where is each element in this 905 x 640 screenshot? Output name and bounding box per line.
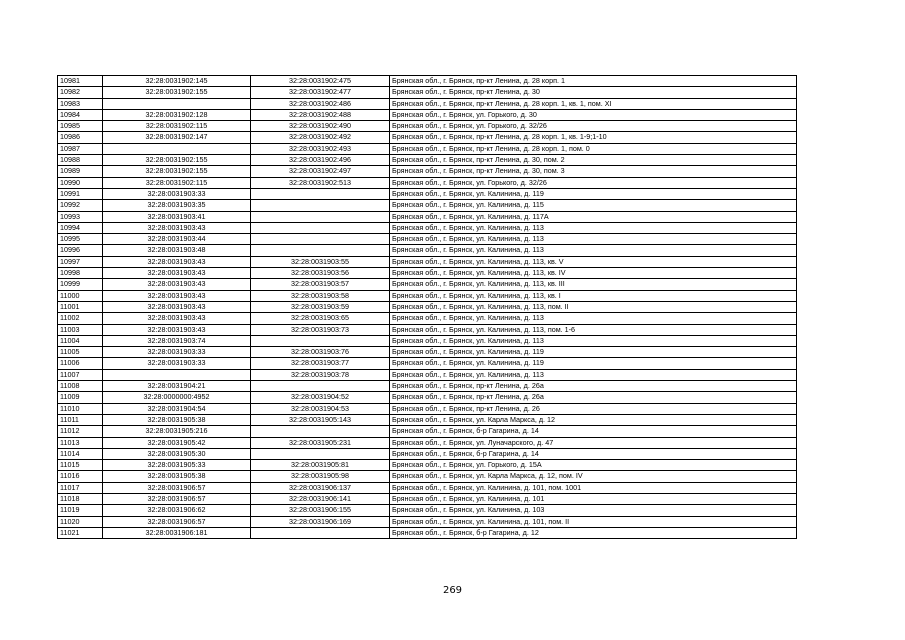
table-row	[58, 403, 797, 414]
land-cadastral-cell: 32:28:0031903:43	[103, 324, 251, 335]
table-row	[58, 471, 797, 482]
land-cadastral-cell: 32:28:0031903:74	[103, 335, 251, 346]
row-number-cell: 10999	[58, 279, 103, 290]
address-cell: Брянская обл., г. Брянск, ул. Калинина, д. 113, пом. 1-6	[390, 324, 797, 335]
address-cell: Брянская обл., г. Брянск, ул. Калинина, д. 113	[390, 234, 797, 245]
address-cell: Брянская обл., г. Брянск, ул. Калинина, д. 113, пом. II	[390, 301, 797, 312]
land-cadastral-cell	[103, 98, 251, 109]
row-number-cell: 10997	[58, 256, 103, 267]
address-cell: Брянская обл., г. Брянск, ул. Калинина, д. 113	[390, 222, 797, 233]
object-cadastral-cell: 32:28:0031905:143	[251, 414, 390, 425]
address-cell: Брянская обл., г. Брянск, ул. Горького, д. 30	[390, 109, 797, 120]
object-cadastral-cell: 32:28:0031906:169	[251, 516, 390, 527]
object-cadastral-cell: 32:28:0031904:52	[251, 392, 390, 403]
row-number-cell: 10995	[58, 234, 103, 245]
object-cadastral-cell: 32:28:0031902:493	[251, 143, 390, 154]
land-cadastral-cell: 32:28:0031905:216	[103, 426, 251, 437]
address-cell: Брянская обл., г. Брянск, ул. Калинина, д. 117А	[390, 211, 797, 222]
row-number-cell: 10994	[58, 222, 103, 233]
row-number-cell: 10988	[58, 155, 103, 166]
row-number-cell: 11003	[58, 324, 103, 335]
table-row	[58, 155, 797, 166]
table-row	[58, 245, 797, 256]
row-number-cell: 11013	[58, 437, 103, 448]
object-cadastral-cell: 32:28:0031902:496	[251, 155, 390, 166]
table-row	[58, 188, 797, 199]
object-cadastral-cell: 32:28:0031903:55	[251, 256, 390, 267]
row-number-cell: 10991	[58, 188, 103, 199]
land-cadastral-cell: 32:28:0031903:41	[103, 211, 251, 222]
table-row	[58, 414, 797, 425]
table-row	[58, 369, 797, 380]
object-cadastral-cell: 32:28:0031903:65	[251, 313, 390, 324]
table-row	[58, 256, 797, 267]
address-cell: Брянская обл., г. Брянск, ул. Горького, д. 15А	[390, 460, 797, 471]
land-cadastral-cell: 32:28:0031903:43	[103, 222, 251, 233]
table-row	[58, 313, 797, 324]
object-cadastral-cell	[251, 222, 390, 233]
table-row	[58, 121, 797, 132]
row-number-cell: 10981	[58, 76, 103, 87]
page-number: 269	[442, 585, 463, 596]
object-cadastral-cell: 32:28:0031902:475	[251, 76, 390, 87]
object-cadastral-cell: 32:28:0031904:53	[251, 403, 390, 414]
row-number-cell: 11010	[58, 403, 103, 414]
land-cadastral-cell: 32:28:0031905:38	[103, 471, 251, 482]
object-cadastral-cell: 32:28:0031902:492	[251, 132, 390, 143]
address-cell: Брянская обл., г. Брянск, ул. Калинина, д. 101, пом. II	[390, 516, 797, 527]
object-cadastral-cell: 32:28:0031906:155	[251, 505, 390, 516]
table-row	[58, 177, 797, 188]
table-row	[58, 335, 797, 346]
row-number-cell: 11018	[58, 493, 103, 504]
land-cadastral-cell	[103, 143, 251, 154]
address-cell: Брянская обл., г. Брянск, ул. Карла Маркса, д. 12	[390, 414, 797, 425]
row-number-cell: 11000	[58, 290, 103, 301]
land-cadastral-cell: 32:28:0031906:62	[103, 505, 251, 516]
object-cadastral-cell: 32:28:0031903:76	[251, 347, 390, 358]
address-cell: Брянская обл., г. Брянск, б-р Гагарина, д. 12	[390, 527, 797, 538]
object-cadastral-cell	[251, 245, 390, 256]
address-cell: Брянская обл., г. Брянск, б-р Гагарина, д. 14	[390, 448, 797, 459]
address-cell: Брянская обл., г. Брянск, ул. Карла Маркса, д. 12, пом. IV	[390, 471, 797, 482]
address-cell: Брянская обл., г. Брянск, пр-кт Ленина, д. 30	[390, 87, 797, 98]
land-cadastral-cell: 32:28:0031902:128	[103, 109, 251, 120]
row-number-cell: 11006	[58, 358, 103, 369]
table-row	[58, 482, 797, 493]
land-cadastral-cell: 32:28:0031905:38	[103, 414, 251, 425]
address-cell: Брянская обл., г. Брянск, ул. Калинина, д. 113	[390, 245, 797, 256]
object-cadastral-cell	[251, 188, 390, 199]
land-cadastral-cell: 32:28:0031902:147	[103, 132, 251, 143]
land-cadastral-cell: 32:28:0031904:21	[103, 381, 251, 392]
address-cell: Брянская обл., г. Брянск, ул. Калинина, д. 119	[390, 347, 797, 358]
table-row	[58, 279, 797, 290]
table-row	[58, 290, 797, 301]
address-cell: Брянская обл., г. Брянск, пр-кт Ленина, д. 30, пом. 2	[390, 155, 797, 166]
table-row	[58, 98, 797, 109]
table-row	[58, 234, 797, 245]
object-cadastral-cell	[251, 426, 390, 437]
table-row	[58, 132, 797, 143]
land-cadastral-cell: 32:28:0031902:145	[103, 76, 251, 87]
address-cell: Брянская обл., г. Брянск, ул. Калинина, д. 113	[390, 369, 797, 380]
row-number-cell: 11008	[58, 381, 103, 392]
object-cadastral-cell: 32:28:0031902:477	[251, 87, 390, 98]
land-cadastral-cell: 32:28:0031903:43	[103, 301, 251, 312]
row-number-cell: 11020	[58, 516, 103, 527]
row-number-cell: 10985	[58, 121, 103, 132]
land-cadastral-cell: 32:28:0031903:44	[103, 234, 251, 245]
land-cadastral-cell: 32:28:0031903:43	[103, 290, 251, 301]
table-row	[58, 381, 797, 392]
address-cell: Брянская обл., г. Брянск, ул. Калинина, д. 113, кв. III	[390, 279, 797, 290]
address-cell: Брянская обл., г. Брянск, ул. Калинина, д. 101	[390, 493, 797, 504]
object-cadastral-cell: 32:28:0031903:57	[251, 279, 390, 290]
address-cell: Брянская обл., г. Брянск, пр-кт Ленина, д. 26а	[390, 392, 797, 403]
land-cadastral-cell: 32:28:0031903:43	[103, 279, 251, 290]
object-cadastral-cell	[251, 527, 390, 538]
table-row	[58, 516, 797, 527]
table-row	[58, 347, 797, 358]
row-number-cell: 11001	[58, 301, 103, 312]
land-cadastral-cell: 32:28:0031905:42	[103, 437, 251, 448]
object-cadastral-cell: 32:28:0031902:513	[251, 177, 390, 188]
row-number-cell: 11002	[58, 313, 103, 324]
table-row	[58, 166, 797, 177]
row-number-cell: 10982	[58, 87, 103, 98]
land-cadastral-cell: 32:28:0031902:115	[103, 121, 251, 132]
cadastral-table	[57, 75, 797, 539]
address-cell: Брянская обл., г. Брянск, пр-кт Ленина, д. 28 корп. 1, пом. 0	[390, 143, 797, 154]
land-cadastral-cell: 32:28:0031903:43	[103, 268, 251, 279]
row-number-cell: 10996	[58, 245, 103, 256]
object-cadastral-cell: 32:28:0031903:58	[251, 290, 390, 301]
address-cell: Брянская обл., г. Брянск, ул. Луначарского, д. 47	[390, 437, 797, 448]
object-cadastral-cell	[251, 335, 390, 346]
table-row	[58, 527, 797, 538]
object-cadastral-cell: 32:28:0031905:98	[251, 471, 390, 482]
address-cell: Брянская обл., г. Брянск, ул. Калинина, д. 113, кв. I	[390, 290, 797, 301]
address-cell: Брянская обл., г. Брянск, ул. Калинина, д. 113, кв. IV	[390, 268, 797, 279]
object-cadastral-cell: 32:28:0031903:56	[251, 268, 390, 279]
row-number-cell: 11005	[58, 347, 103, 358]
object-cadastral-cell: 32:28:0031902:490	[251, 121, 390, 132]
address-cell: Брянская обл., г. Брянск, пр-кт Ленина, д. 28 корп. 1	[390, 76, 797, 87]
land-cadastral-cell: 32:28:0031903:33	[103, 358, 251, 369]
address-cell: Брянская обл., г. Брянск, пр-кт Ленина, д. 26а	[390, 381, 797, 392]
land-cadastral-cell: 32:28:0000000:4952	[103, 392, 251, 403]
object-cadastral-cell	[251, 381, 390, 392]
table-row	[58, 493, 797, 504]
land-cadastral-cell: 32:28:0031906:181	[103, 527, 251, 538]
row-number-cell: 11016	[58, 471, 103, 482]
land-cadastral-cell: 32:28:0031903:48	[103, 245, 251, 256]
table-row	[58, 426, 797, 437]
row-number-cell: 10984	[58, 109, 103, 120]
land-cadastral-cell: 32:28:0031905:33	[103, 460, 251, 471]
object-cadastral-cell: 32:28:0031903:59	[251, 301, 390, 312]
table-row	[58, 392, 797, 403]
land-cadastral-cell	[103, 369, 251, 380]
row-number-cell: 11009	[58, 392, 103, 403]
table-row	[58, 448, 797, 459]
land-cadastral-cell: 32:28:0031903:43	[103, 313, 251, 324]
object-cadastral-cell: 32:28:0031902:486	[251, 98, 390, 109]
table-row	[58, 200, 797, 211]
address-cell: Брянская обл., г. Брянск, ул. Калинина, д. 113	[390, 313, 797, 324]
land-cadastral-cell: 32:28:0031906:57	[103, 516, 251, 527]
address-cell: Брянская обл., г. Брянск, ул. Калинина, д. 113, кв. V	[390, 256, 797, 267]
row-number-cell: 11017	[58, 482, 103, 493]
land-cadastral-cell: 32:28:0031904:54	[103, 403, 251, 414]
table-row	[58, 211, 797, 222]
row-number-cell: 10989	[58, 166, 103, 177]
address-cell: Брянская обл., г. Брянск, пр-кт Ленина, д. 28 корп. 1, кв. 1, пом. XI	[390, 98, 797, 109]
row-number-cell: 10992	[58, 200, 103, 211]
land-cadastral-cell: 32:28:0031902:155	[103, 87, 251, 98]
address-cell: Брянская обл., г. Брянск, ул. Горького, д. 32/26	[390, 177, 797, 188]
land-cadastral-cell: 32:28:0031903:35	[103, 200, 251, 211]
object-cadastral-cell: 32:28:0031902:497	[251, 166, 390, 177]
land-cadastral-cell: 32:28:0031902:155	[103, 166, 251, 177]
address-cell: Брянская обл., г. Брянск, ул. Калинина, д. 119	[390, 188, 797, 199]
object-cadastral-cell: 32:28:0031903:78	[251, 369, 390, 380]
address-cell: Брянская обл., г. Брянск, ул. Калинина, д. 115	[390, 200, 797, 211]
table-row	[58, 505, 797, 516]
address-cell: Брянская обл., г. Брянск, пр-кт Ленина, д. 26	[390, 403, 797, 414]
address-cell: Брянская обл., г. Брянск, ул. Калинина, д. 119	[390, 358, 797, 369]
object-cadastral-cell	[251, 200, 390, 211]
table-row	[58, 301, 797, 312]
land-cadastral-cell: 32:28:0031903:33	[103, 188, 251, 199]
address-cell: Брянская обл., г. Брянск, ул. Калинина, д. 103	[390, 505, 797, 516]
table-row	[58, 460, 797, 471]
object-cadastral-cell: 32:28:0031905:231	[251, 437, 390, 448]
row-number-cell: 10993	[58, 211, 103, 222]
table-row	[58, 222, 797, 233]
address-cell: Брянская обл., г. Брянск, ул. Калинина, д. 113	[390, 335, 797, 346]
object-cadastral-cell	[251, 211, 390, 222]
row-number-cell: 10990	[58, 177, 103, 188]
row-number-cell: 10983	[58, 98, 103, 109]
table-row	[58, 437, 797, 448]
object-cadastral-cell: 32:28:0031906:137	[251, 482, 390, 493]
object-cadastral-cell	[251, 234, 390, 245]
object-cadastral-cell: 32:28:0031902:488	[251, 109, 390, 120]
land-cadastral-cell: 32:28:0031906:57	[103, 493, 251, 504]
land-cadastral-cell: 32:28:0031903:33	[103, 347, 251, 358]
row-number-cell: 11007	[58, 369, 103, 380]
row-number-cell: 11004	[58, 335, 103, 346]
land-cadastral-cell: 32:28:0031905:30	[103, 448, 251, 459]
land-cadastral-cell: 32:28:0031902:115	[103, 177, 251, 188]
table-row	[58, 324, 797, 335]
row-number-cell: 10998	[58, 268, 103, 279]
row-number-cell: 11012	[58, 426, 103, 437]
address-cell: Брянская обл., г. Брянск, б-р Гагарина, д. 14	[390, 426, 797, 437]
object-cadastral-cell: 32:28:0031903:77	[251, 358, 390, 369]
table-row	[58, 143, 797, 154]
table-row	[58, 109, 797, 120]
object-cadastral-cell: 32:28:0031903:73	[251, 324, 390, 335]
row-number-cell: 11015	[58, 460, 103, 471]
land-cadastral-cell: 32:28:0031903:43	[103, 256, 251, 267]
row-number-cell: 11021	[58, 527, 103, 538]
land-cadastral-cell: 32:28:0031906:57	[103, 482, 251, 493]
table-row	[58, 87, 797, 98]
row-number-cell: 10986	[58, 132, 103, 143]
table-row	[58, 358, 797, 369]
address-cell: Брянская обл., г. Брянск, ул. Калинина, д. 101, пом. 1001	[390, 482, 797, 493]
object-cadastral-cell: 32:28:0031906:141	[251, 493, 390, 504]
address-cell: Брянская обл., г. Брянск, пр-кт Ленина, д. 30, пом. 3	[390, 166, 797, 177]
row-number-cell: 11011	[58, 414, 103, 425]
table-row	[58, 268, 797, 279]
row-number-cell: 11019	[58, 505, 103, 516]
table-row	[58, 76, 797, 87]
object-cadastral-cell	[251, 448, 390, 459]
address-cell: Брянская обл., г. Брянск, пр-кт Ленина, д. 28 корп. 1, кв. 1-9;1-10	[390, 132, 797, 143]
object-cadastral-cell: 32:28:0031905:81	[251, 460, 390, 471]
land-cadastral-cell: 32:28:0031902:155	[103, 155, 251, 166]
cadastral-table-body	[58, 76, 797, 539]
row-number-cell: 11014	[58, 448, 103, 459]
row-number-cell: 10987	[58, 143, 103, 154]
address-cell: Брянская обл., г. Брянск, ул. Горького, д. 32/26	[390, 121, 797, 132]
